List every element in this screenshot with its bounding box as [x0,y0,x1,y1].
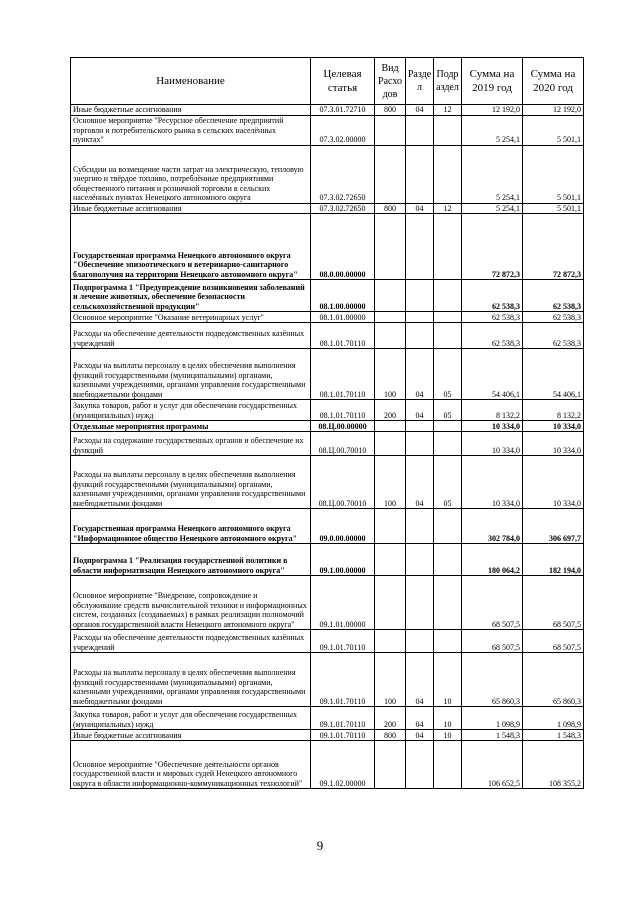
row-vid [375,145,406,203]
row-sum-2019: 5 254,1 [462,115,523,145]
row-sum-2019: 302 784,0 [462,509,523,544]
row-target-code: 07.3.02.72650 [311,203,375,214]
row-vid [375,630,406,653]
row-podrazdel [434,544,462,576]
row-razdel [406,741,434,789]
row-sum-2019: 1 548,3 [462,730,523,741]
row-podrazdel: 05 [434,456,462,509]
row-target-code: 07.3.01.72710 [311,105,375,116]
row-podrazdel: 05 [434,400,462,421]
row-podrazdel: 10 [434,653,462,707]
table-row [71,456,584,509]
row-sum-2019: 5 254,1 [462,203,523,214]
row-podrazdel [434,421,462,432]
row-podrazdel [434,741,462,789]
page-number: 9 [316,838,324,853]
row-vid [375,312,406,323]
row-razdel: 04 [406,730,434,741]
row-sum-2020: 68 507,5 [523,630,584,653]
row-sum-2020: 72 872,3 [523,214,584,280]
row-sum-2019: 72 872,3 [462,214,523,280]
row-podrazdel [434,280,462,312]
table-row [71,214,584,280]
row-name: Расходы на выплаты персоналу в целях обеспечения выполнения функций государственными (муниципальными) органами, казенными учреждениями, органами управления государственными внебюджетными фондами [71,653,311,707]
header-podrazdel: Подр аздел [434,58,462,105]
header-sum-2020: Сумма на 2020 год [523,58,584,105]
row-razdel [406,214,434,280]
row-razdel: 04 [406,105,434,116]
budget-table [70,57,584,789]
row-name: Иные бюджетные ассигнования [71,105,311,116]
row-vid [375,741,406,789]
row-razdel [406,421,434,432]
row-sum-2019: 180 064,2 [462,544,523,576]
row-razdel [406,432,434,456]
row-target-code: 08.1.01.70110 [311,349,375,400]
row-sum-2020: 10 334,0 [523,432,584,456]
row-sum-2020: 1 548,3 [523,730,584,741]
table-row [71,707,584,730]
row-sum-2019: 106 652,5 [462,741,523,789]
row-target-code: 09.0.00.00000 [311,509,375,544]
row-sum-2020: 1 098,9 [523,707,584,730]
table-row [71,400,584,421]
header-target: Целевая статья [311,58,375,105]
row-vid: 100 [375,456,406,509]
row-target-code: 09.1.02.00000 [311,741,375,789]
row-sum-2019: 10 334,0 [462,456,523,509]
row-razdel [406,312,434,323]
row-razdel: 04 [406,707,434,730]
header-razdel: Разде л [406,58,434,105]
row-name: Отдельные мероприятия программы [71,421,311,432]
table-row [71,145,584,203]
row-target-code: 07.3.02.00000 [311,115,375,145]
row-sum-2020: 10 334,0 [523,456,584,509]
row-podrazdel: 10 [434,730,462,741]
row-razdel: 04 [406,203,434,214]
row-sum-2019: 12 192,0 [462,105,523,116]
row-podrazdel [434,323,462,349]
table-header-row [71,58,584,105]
row-sum-2020: 5 501,1 [523,145,584,203]
row-razdel: 04 [406,456,434,509]
row-sum-2020: 68 507,5 [523,576,584,630]
row-target-code: 09.1.01.70110 [311,630,375,653]
row-target-code: 09.1.01.70110 [311,653,375,707]
row-sum-2020: 5 501,1 [523,203,584,214]
table-row [71,741,584,789]
row-target-code: 09.1.00.00000 [311,544,375,576]
row-sum-2019: 68 507,5 [462,576,523,630]
row-podrazdel [434,509,462,544]
row-sum-2019: 62 538,3 [462,280,523,312]
row-name: Расходы на выплаты персоналу в целях обеспечения выполнения функций государственными (муниципальными) органами, казенными учреждениями, органами управления государственными внебюджетными фондами [71,456,311,509]
row-podrazdel [434,214,462,280]
row-vid [375,323,406,349]
row-target-code: 08.Ц.00.70010 [311,432,375,456]
row-sum-2020: 306 697,7 [523,509,584,544]
row-sum-2020: 8 132,2 [523,400,584,421]
row-target-code: 08.Ц.00.00000 [311,421,375,432]
row-sum-2019: 54 406,1 [462,349,523,400]
row-vid: 200 [375,400,406,421]
header-sum-2019: Сумма на 2019 год [462,58,523,105]
row-razdel: 04 [406,349,434,400]
row-name: Субсидии на возмещение части затрат на электрическую, тепловую энергию и твёрдое топливо, потреблённые предприятиями общественного питания и розничной торговли в сельских населённых пунктах Ненецкого автономного округа [71,145,311,203]
table-body [71,105,584,789]
row-vid [375,544,406,576]
table-row [71,312,584,323]
row-podrazdel [434,432,462,456]
row-name: Подпрограмма 1 "Реализация государственной политики в области информатизации Ненецкого автономного округа" [71,544,311,576]
row-razdel [406,576,434,630]
row-sum-2020: 12 192,0 [523,105,584,116]
table-row [71,653,584,707]
row-name: Основное мероприятие "Внедрение, сопровождение и обслуживание средств вычислительной техники и информационных систем, созданных (создаваемых) в рамках реализации полномочий органов государственной власти Ненецкого автономного округа" [71,576,311,630]
row-sum-2019: 62 538,3 [462,312,523,323]
table-row [71,105,584,116]
row-name: Расходы на обеспечение деятельности подведомственных казённых учреждений [71,630,311,653]
row-sum-2019: 10 334,0 [462,432,523,456]
row-podrazdel: 12 [434,203,462,214]
header-name: Наименование [71,58,311,105]
row-sum-2020: 54 406,1 [523,349,584,400]
row-target-code: 08.Ц.00.70010 [311,456,375,509]
row-razdel [406,280,434,312]
table-row [71,349,584,400]
row-target-code: 08.1.00.00000 [311,280,375,312]
row-name: Основное мероприятие "Оказание ветеринарных услуг" [71,312,311,323]
row-razdel: 04 [406,653,434,707]
row-sum-2019: 65 860,3 [462,653,523,707]
table-row [71,544,584,576]
row-vid: 800 [375,730,406,741]
row-sum-2019: 5 254,1 [462,145,523,203]
row-razdel [406,115,434,145]
row-target-code: 08.1.01.70110 [311,400,375,421]
row-podrazdel [434,312,462,323]
row-name: Расходы на выплаты персоналу в целях обеспечения выполнения функций государственными (муниципальными) органами, казенными учреждениями, органами управления государственными внебюджетными фондами [71,349,311,400]
row-vid [375,576,406,630]
row-razdel [406,145,434,203]
row-razdel [406,323,434,349]
table-row [71,115,584,145]
row-name: Закупка товаров, работ и услуг для обеспечения государственных (муниципальных) нужд [71,707,311,730]
table-row [71,432,584,456]
row-vid: 200 [375,707,406,730]
row-vid [375,280,406,312]
row-sum-2020: 62 538,3 [523,280,584,312]
row-target-code: 09.1.01.00000 [311,576,375,630]
row-sum-2020: 65 860,3 [523,653,584,707]
row-sum-2019: 62 538,3 [462,323,523,349]
table-row [71,421,584,432]
row-name: Иные бюджетные ассигнования [71,730,311,741]
row-sum-2020: 62 538,3 [523,312,584,323]
row-name: Закупка товаров, работ и услуг для обеспечения государственных (муниципальных) нужд [71,400,311,421]
row-target-code: 08.1.01.70110 [311,323,375,349]
row-name: Подпрограмма 1 "Предупреждение возникновения заболеваний и лечение животных, обеспечение безопасности сельскохозяйственной продукции" [71,280,311,312]
table-row [71,509,584,544]
table-row [71,203,584,214]
table-row [71,280,584,312]
row-name: Иные бюджетные ассигнования [71,203,311,214]
row-razdel [406,509,434,544]
row-podrazdel [434,576,462,630]
row-razdel: 04 [406,400,434,421]
row-sum-2020: 5 501,1 [523,115,584,145]
row-vid [375,214,406,280]
row-name: Государственная программа Ненецкого автономного округа "Информационное общество Ненецкого автономного округа" [71,509,311,544]
row-podrazdel [434,145,462,203]
row-name: Основное мероприятие "Ресурсное обеспечение предприятий торговли и потребительского рынка в сельских населённых пунктах" [71,115,311,145]
row-target-code: 08.1.01.00000 [311,312,375,323]
row-sum-2019: 68 507,5 [462,630,523,653]
row-vid: 100 [375,349,406,400]
row-sum-2019: 1 098,9 [462,707,523,730]
row-target-code: 08.0.00.00000 [311,214,375,280]
row-sum-2020: 62 538,3 [523,323,584,349]
table-row [71,630,584,653]
row-target-code: 09.1.01.70110 [311,730,375,741]
row-razdel [406,544,434,576]
row-podrazdel [434,115,462,145]
row-razdel [406,630,434,653]
header-vid: Вид Расхо дов [375,58,406,105]
row-vid [375,421,406,432]
table-row [71,323,584,349]
row-vid [375,432,406,456]
row-vid: 100 [375,653,406,707]
row-podrazdel [434,630,462,653]
row-vid [375,115,406,145]
row-target-code: 09.1.01.70110 [311,707,375,730]
row-sum-2020: 182 194,0 [523,544,584,576]
row-target-code: 07.3.02.72650 [311,145,375,203]
row-podrazdel: 10 [434,707,462,730]
row-podrazdel: 12 [434,105,462,116]
row-vid: 800 [375,203,406,214]
row-sum-2019: 10 334,0 [462,421,523,432]
row-name: Расходы на обеспечение деятельности подведомственных казённых учреждений [71,323,311,349]
row-sum-2019: 8 132,2 [462,400,523,421]
table-row [71,576,584,630]
row-name: Основное мероприятие "Обеспечение деятельности органов государственной власти и мировых судей Ненецкого автономного округа в области информационно-коммуникационных технологий" [71,741,311,789]
row-podrazdel: 05 [434,349,462,400]
row-vid [375,509,406,544]
row-sum-2020: 10 334,0 [523,421,584,432]
table-row [71,730,584,741]
row-name: Государственная программа Ненецкого автономного округа "Обеспечение эпизоотического и ветеринарно-санитарного благополучия на территории Ненецкого автономного округа" [71,214,311,280]
row-vid: 800 [375,105,406,116]
row-sum-2020: 108 355,2 [523,741,584,789]
row-name: Расходы на содержание государственных органов и обеспечение их функций [71,432,311,456]
